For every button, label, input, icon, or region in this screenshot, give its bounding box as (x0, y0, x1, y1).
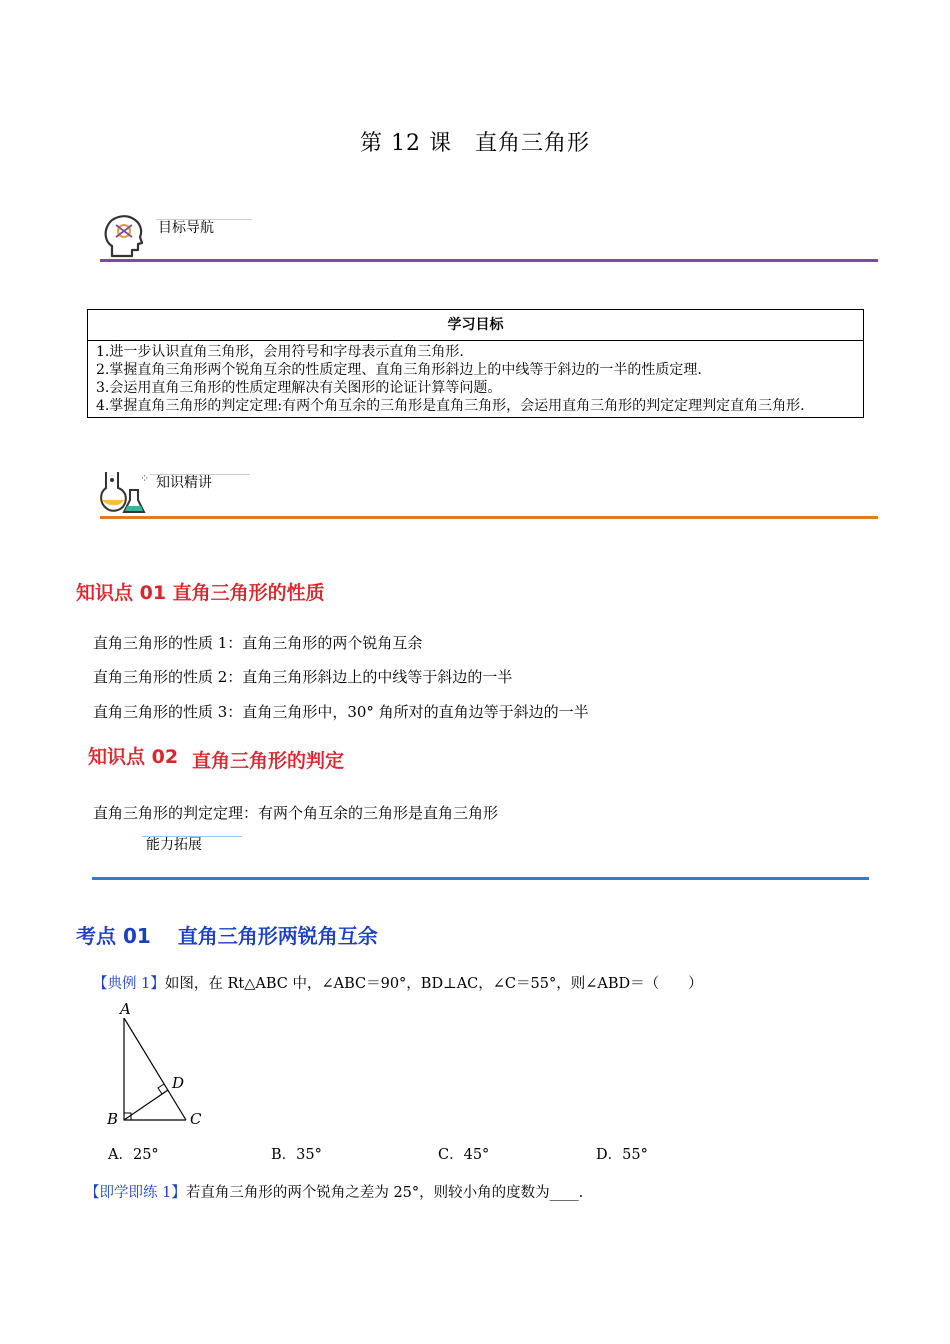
kp2-heading-title: 直角三角形的判定 (192, 750, 345, 772)
example-text: 如图，在 Rt△ABC 中，∠ABC＝90°，BD⊥AC，∠C＝55°，则∠ABD＝（ ） (164, 976, 703, 992)
kp2-heading-number: 知识点 02 (88, 746, 179, 768)
ability-label: 能力拓展 (146, 837, 202, 853)
exam-heading: 考点 01 直角三角形两锐角互余 (76, 924, 378, 948)
page-title: 第 12 课 直角三角形 (360, 131, 590, 156)
goals-body (88, 341, 864, 418)
option-b[interactable]: B．35° (271, 1147, 322, 1163)
kp1-heading: 知识点 01 直角三角形的性质 (76, 582, 325, 604)
goal-item: 4.掌握直角三角形的判定定理:有两个角互余的三角形是直角三角形，会运用直角三角形的判定定理判定直角三角形. (96, 398, 805, 414)
vertex-d-label: D (172, 1074, 185, 1092)
triangle-figure (100, 1000, 210, 1130)
example-question (93, 972, 703, 993)
goal-item: 3.会运用直角三角形的性质定理解决有关图形的论证计算等问题。 (96, 380, 502, 396)
example-tag: 【典例 1】 (93, 976, 165, 992)
vertex-a-label: A (120, 1000, 131, 1018)
vertex-b-label: B (107, 1110, 119, 1128)
goal-nav-label: 目标导航 (158, 220, 214, 236)
goal-item: 1.进一步认识直角三角形，会用符号和字母表示直角三角形. (96, 344, 464, 360)
kp1-line: 直角三角形的性质 2：直角三角形斜边上的中线等于斜边的一半 (93, 668, 513, 686)
goal-item: 2.掌握直角三角形两个锐角互余的性质定理、直角三角形斜边上的中线等于斜边的一半的性质定理. (96, 362, 702, 378)
goals-header: 学习目标 (88, 310, 864, 341)
practice-tag: 【即学即练 1】 (85, 1185, 186, 1201)
option-c[interactable]: C．45° (438, 1147, 490, 1163)
practice-question (85, 1181, 583, 1202)
learning-goals-table (87, 309, 864, 418)
sparkle-icon: ⁘ (140, 472, 150, 485)
practice-text: 若直角三角形的两个锐角之差为 25°，则较小角的度数为____. (185, 1185, 584, 1201)
goal-nav-underline (156, 219, 252, 220)
orange-divider (100, 516, 878, 519)
option-a[interactable]: A．25° (108, 1147, 159, 1163)
knowledge-underline (150, 474, 250, 475)
purple-divider (100, 259, 878, 262)
knowledge-label: 知识精讲 (156, 475, 212, 491)
kp2-line: 直角三角形的判定定理：有两个角互余的三角形是直角三角形 (93, 804, 499, 822)
kp1-line: 直角三角形的性质 1：直角三角形的两个锐角互余 (93, 634, 423, 652)
vertex-c-label: C (190, 1110, 202, 1128)
ability-underline (142, 836, 242, 837)
option-d[interactable]: D．55° (596, 1147, 648, 1163)
kp1-line: 直角三角形的性质 3：直角三角形中，30° 角所对的直角边等于斜边的一半 (93, 703, 589, 721)
flask-icon (98, 468, 146, 516)
brain-icon (102, 212, 148, 260)
blue-divider (92, 877, 869, 880)
